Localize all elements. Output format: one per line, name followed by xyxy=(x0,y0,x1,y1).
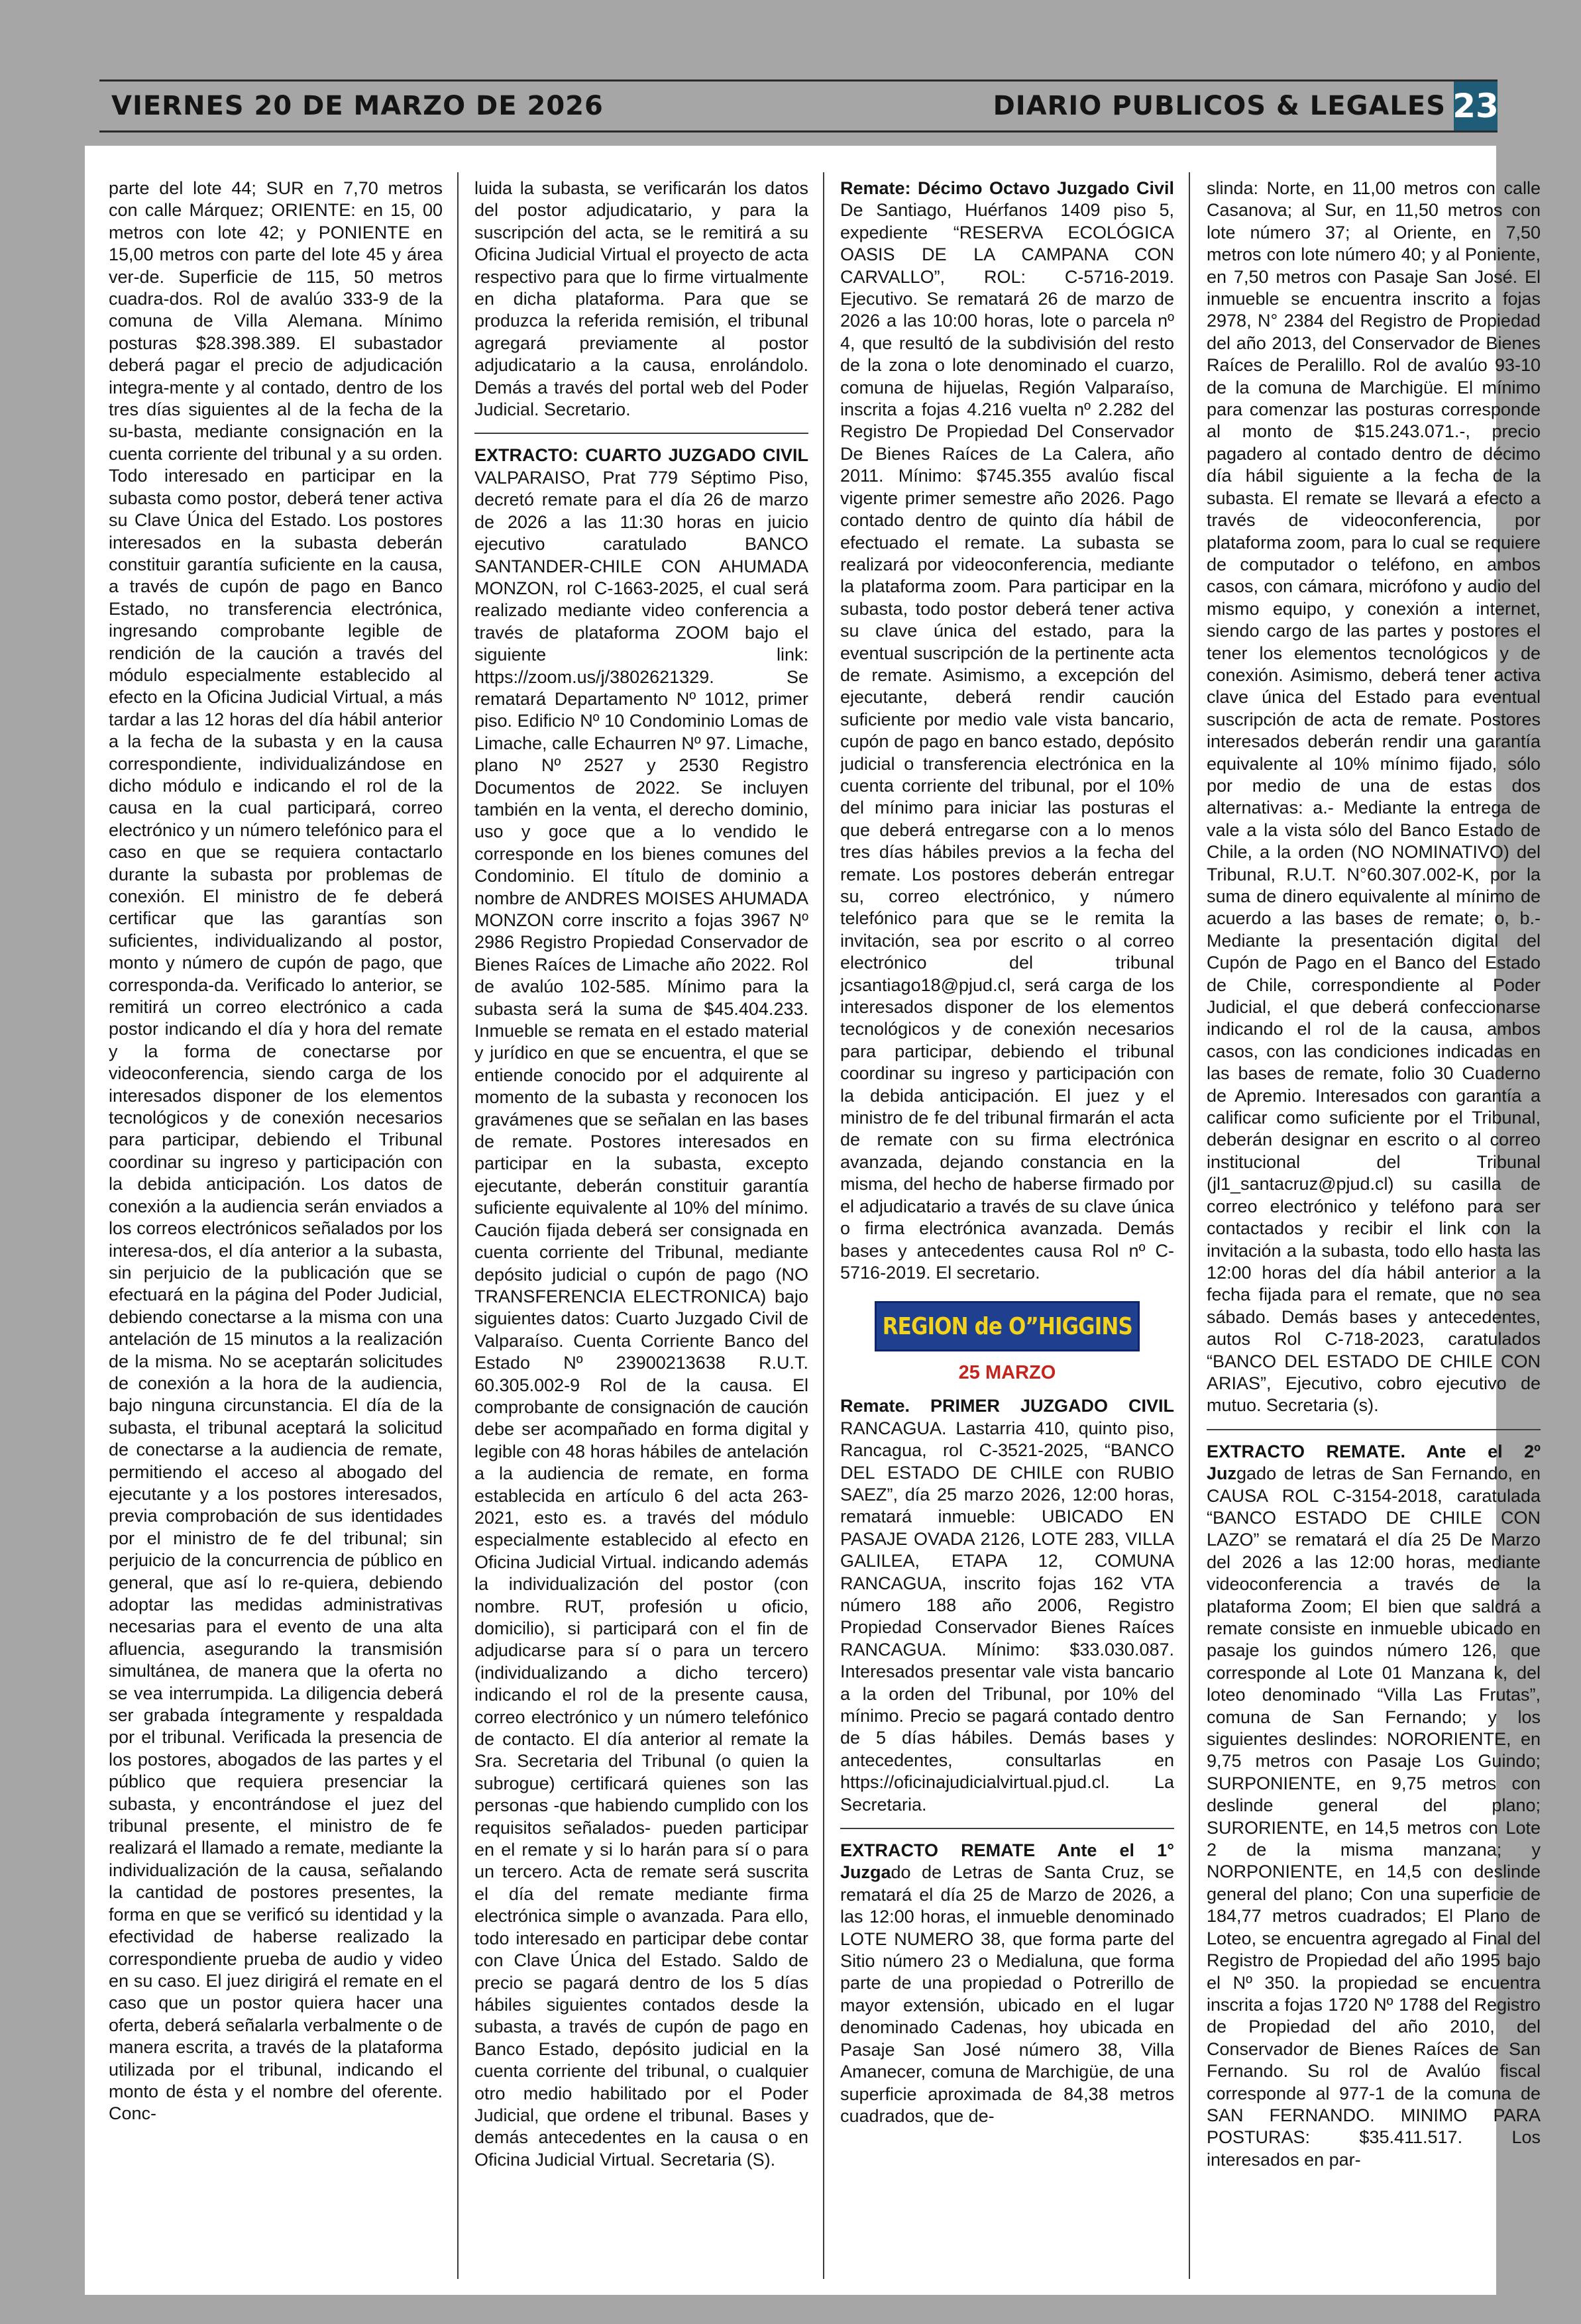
notice-text: De Santiago, Huérfanos 1409 piso 5, expediente “RESERVA ECOLÓGICA OASIS DE LA CAMPANA CON CARVALLO”, ROL: C-5716-2019. Ejecutivo. Se rematará 26 de marzo de 2026 a las 10:00 horas, lote o parcela nº 4, que resultó de la subdivisión del resto de la zona o lote denominado el cuarzo, comuna de hijuelas, Región Valparaíso, inscrita a fojas 4.216 vuelta nº 2.282 del Registro De Propiedad Del Conservador De Bienes Raíces de La Calera, año 2011. Mínimo: $745.355 avalúo fiscal vigente primer semestre año 2026. Pago contado dentro de quinto día hábil de efectuado el remate. La subasta se realizará por videoconferencia, mediante la plataforma zoom. Para participar en la subasta, todo postor deberá tener activa su clave única del estado, para la eventual suscripción de la pertinente acta de remate. Asimismo, a excepción del ejecutante, deberá rendir caución suficiente por medio vale vista bancario, cupón de pago en banco estado, depósito judicial o transferencia electrónica en la cuenta corriente del tribunal, por el 10% del mínimo para iniciar las posturas el que deberá entregarse con a lo menos tres días hábiles previos a la fecha del remate. Los postores deberán entregar su, correo electrónico, y número telefónico para que se le remita la invitación, sea por escrito o al correo electrónico del tribunal jcsantiago18@pjud.cl, será carga de los interesados disponer de los elementos tecnológicos y de conexión necesarios para participar, debiendo el tribunal coordinar su ingreso y participación con la debida anticipación. El juez y el ministro de fe del tribunal firmarán el acta de remate con su firma electrónica avanzada, dejando constancia en la misma, del hecho de haberse firmado por el adjudicatario a través de su clave única o firma electrónica avanzada. Demás bases y antecedentes causa Rol nº C-5716-2019. El secretario. xyxy=(840,200,1174,1283)
notice-heading: Remate: Décimo Octavo Juzgado Civil xyxy=(840,178,1174,198)
region-title: REGION de O”HIGGINS xyxy=(882,1312,1132,1340)
notice-paragraph xyxy=(840,178,1174,1284)
legal-notice xyxy=(840,178,1174,1284)
column-2 xyxy=(474,178,808,2278)
region-banner xyxy=(875,1301,1140,1351)
page-header xyxy=(99,79,1498,132)
page-sheet xyxy=(85,146,1541,2295)
notice-text: gado de letras de San Fernando, en CAUSA ROL C-3154-2018, caratulada “BANCO ESTADO DE CHILE CON LAZO” se rematará el día 25 De Marzo del 2026 a las 12:00 horas, mediante videoconferencia a través de la plataforma Zoom; El bien que saldrá a remate consiste en inmueble ubicado en pasaje los guindos número 126, que corresponde al Lote 01 Manzana k, del loteo denominado “Villa Las Frutas”, comuna de San Fernando; y los siguientes deslindes: NORORIENTE, en 9,75 metros con Pasaje Los Guindo; SURPONIENTE, en 9,75 metros con deslinde general del plano; SURORIENTE, en 14,5 metros con Lote 2 de la misma manzana; y NORPONIENTE, en 14,5 con deslinde general del plano; Con una superficie de 184,77 metros cuadrados; El Plano de Loteo, se encuentra agregado al Final del Registro de Propiedad del año 1995 bajo el Nº 350. la propiedad se encuentra inscrita a fojas 1720 Nº 1788 del Registro de Propiedad del año 2010, del Conservador de Bienes Raíces de San Fernando. Su rol de Avalúo fiscal corresponde al 977-1 de la comuna de SAN FERNANDO. MINIMO PARA POSTURAS: $35.411.517. Los interesados en par- xyxy=(1207,1463,1541,2170)
notice-heading: Remate. PRIMER JUZGADO CIVIL xyxy=(840,1396,1174,1416)
column-divider xyxy=(823,172,824,2279)
notice-paragraph xyxy=(1207,1441,1541,2171)
notice-heading: EXTRACTO: CUARTO JUZGADO CIVIL xyxy=(474,445,808,466)
legal-notice xyxy=(1207,178,1541,1417)
notice-text: parte del lote 44; SUR en 7,70 metros con calle Márquez; ORIENTE: en 15, 00 metros con lote 42; y PONIENTE en 15,00 metros con parte del lote 45 y área ver-de. Superficie de 115, 50 metros cuadra-dos. Rol de avalúo 333-9 de la comuna de Villa Alemana. Mínimo posturas $28.398.389. El subastador deberá pagar el precio de adjudicación integra-mente y al contado, dentro de los tres días siguientes al de la fecha de la su-basta, mediante consignación en la cuenta corriente del tribunal y a su orden. Todo interesado en participar en la subasta como postor, deberá tener activa su Clave Única del Estado. Los postores interesados en la subasta deberán constituir garantía suficiente en la causa, a través de cupón de pago en Banco Estado, no transferencia electrónica, ingresando comprobante legible de rendición de la caución a través del módulo especialmente establecido al efecto en la Oficina Judicial Virtual, a más tardar a las 12 horas del día hábil anterior a la fecha de la subasta y en la causa correspondiente, individualizándose en dicho módulo e indicando el rol de la causa en la cual participará, correo electrónico y un número telefónico para el caso en que se requiera contactarlo durante la subasta por problemas de conexión. El ministro de fe deberá certificar que las garantías son suficientes, individualizando al postor, monto y número de cupón de pago, que corresponda-da. Verificado lo anterior, se remitirá un correo electrónico a cada postor indicando el día y hora del remate y la forma de conectarse por videoconferencia, siendo carga de los interesados disponer de los elementos tecnológicos y de conexión necesarios para participar, debiendo el Tribunal coordinar su ingreso y participación con la debida anticipación. Los datos de conexión a la audiencia serán enviados a los correos electrónicos señalados por los interesa-dos, el día anterior a la subasta, sin perjuicio de la publicación que se efectuará en la página del Poder Judicial, debiendo conectarse a la misma con una antelación de 15 minutos a la realización de la misma. No se aceptarán solicitudes de conexión a la hora de la audiencia, bajo ninguna circunstancia. El día de la subasta, el tribunal aceptará la solicitud de conectarse a la audiencia de remate, permitiendo el acceso al abogado del ejecutante y a los postores interesados, previa comprobación de sus identidades por el ministro de fe del tribunal; sin perjuicio de la concurrencia de público en general, que así lo re-quiera, debiendo adoptar las medidas administrativas necesarias para el evento de una alta afluencia, asegurando la transmisión simultánea, de manera que la oferta no se vea interrumpida. La diligencia deberá ser grabada íntegramente y respaldada por el tribunal. Verificada la presencia de los postores, abogados de las partes y el público que requiera presenciar la subasta, y encontrándose el juez del tribunal presente, el ministro de fe realizará el llamado a remate, mediante la individualización de la causa, señalando la cantidad de postores presentes, la forma en que se verificó su identidad y la efectividad de haberse realizado la correspondiente prueba de audio y video en su caso. El juez dirigirá el remate en el caso que un postor quiera hacer una oferta, deberá señalarla verbalmente o de manera escrita, a través de la plataforma utilizada por el tribunal, indicando el monto de ésta y el nombre del oferente. Conc- xyxy=(109,178,443,2124)
notice-separator xyxy=(840,1828,1174,1829)
column-divider xyxy=(457,172,459,2279)
notice-text: VALPARAISO, Prat 779 Séptimo Piso, decretó remate para el día 26 de marzo de 2026 a las 11:30 horas en juicio ejecutivo caratulado BANCO SANTANDER-CHILE CON AHUMADA MONZON, rol C-1663-2025, el cual será realizado mediante video conferencia a través de plataforma ZOOM bajo el siguiente link: https://zoom.us/j/3802621329. Se rematará Departamento Nº 1012, primer piso. Edificio Nº 10 Condominio Lomas de Limache, calle Echaurren Nº 97. Limache, plano Nº 2527 y 2530 Registro Documentos de 2022. Se incluyen también en la venta, el derecho dominio, uso y goce que a lo vendido le corresponde en los bienes comunes del Condominio. El título de dominio a nombre de ANDRES MOISES AHUMADA MONZON corre inscrito a fojas 3967 Nº 2986 Registro Propiedad Conservador de Bienes Raíces de Limache año 2022. Rol de avalúo 102-585. Mínimo para la subasta será la suma de $45.404.233. Inmueble se remata en el estado material y jurídico en que se encuentra, el que se entiende conocido por el adquirente al momento de la subasta y reconocen los gravámenes que se señalan en las bases de remate. Postores interesados en participar en la subasta, excepto ejecutante, deberán constituir garantía suficiente equivalente al 10% del mínimo. Caución fijada deberá ser consignada en cuenta corriente del Tribunal, mediante depósito judicial o cupón de pago (NO TRANSFERENCIA ELECTRONICA) bajo siguientes datos: Cuarto Juzgado Civil de Valparaíso. Cuenta Corriente Banco del Estado Nº 23900213638 R.U.T. 60.305.002-9 Rol de la causa. El comprobante de consignación de caución debe ser acompañado en forma digital y legible con 48 horas hábiles de antelación a la audiencia de remate, en forma establecida en artículo 6 del acta 263-2021, esto es. a través del módulo especialmente establecido al efecto en Oficina Judicial Virtual. indicando además la individualización del postor (con nombre. RUT, profesión u oficio, domicilio), si participará con el fin de adjudicarse para sí o para un tercero (individualizando a dicho tercero) indicando el rol de la presente causa, correo electrónico y un número telefónico de contacto. El día anterior al remate la Sra. Secretaria del Tribunal (o quien la subrogue) certificará quienes son las personas -que habiendo cumplido con los requisitos señalados- pueden participar en el remate y si lo harán para sí o para un tercero. Acta de remate será suscrita el día del remate mediante firma electrónica simple o avanzada. Para ello, todo interesado en participar debe contar con Clave Única del Estado. Saldo de precio se pagará dentro de los 5 días hábiles siguientes contados desde la subasta, a través de cupón de pago en Banco Estado, depósito judicial en la cuenta corriente del tribunal, o cualquier otro medio habilitado por el Poder Judicial, que ordene el tribunal. Bases y demás antecedentes en la causa o en Oficina Judicial Virtual. Secretaria (S). xyxy=(474,467,808,2170)
legal-notice xyxy=(1207,1441,1541,2171)
newspaper-name: DIARIO PUBLICOS & LEGALES xyxy=(993,91,1446,121)
legal-notice xyxy=(474,178,808,421)
legal-notice xyxy=(840,1840,1174,2127)
notice-separator xyxy=(1207,1429,1541,1430)
column-1 xyxy=(109,178,443,2278)
column-4 xyxy=(1207,178,1541,2278)
notice-text: RANCAGUA. Lastarria 410, quinto piso, Rancagua, rol C-3521-2025, “BANCO DEL ESTADO DE CHILE con RUBIO SAEZ”, día 25 marzo 2026, 12:00 horas, rematará inmueble: UBICADO EN PASAJE OVADA 2126, LOTE 283, VILLA GALILEA, ETAPA 12, COMUNA RANCAGUA, inscrito fojas 162 VTA número 188 año 2006, Registro Propiedad Conservador Bienes Raíces RANCAGUA. Mínimo: $33.030.087. Interesados presentar vale vista bancario a la orden del Tribunal, por 10% del mínimo. Precio se pagará contado dentro de 5 días hábiles. Demás bases y antecedentes, consultarlas en https://oficinajudicialvirtual.pjud.cl. La Secretaria. xyxy=(840,1418,1174,1815)
header-right xyxy=(993,81,1498,131)
column-divider xyxy=(1189,172,1190,2279)
notice-text: do de Letras de Santa Cruz, se rematará el día 25 de Marzo de 2026, a las 12:00 horas, el inmueble denominado LOTE NUMERO 38, que forma parte del Sitio número 23 o Medialuna, que forma parte de una propiedad o Potrerillo de mayor extensión, ubicado en el lugar denominado Cadenas, hoy ubicada en Pasaje San José número 38, Villa Amanecer, comuna de Marchigüe, de una superficie aproximada de 84,38 metros cuadrados, que de- xyxy=(840,1862,1174,2126)
notice-heading: EXTRACTO REMATE Ante el 1° Juzga xyxy=(840,1840,1174,1883)
page-number: 23 xyxy=(1454,81,1498,131)
legal-notice xyxy=(109,178,443,2125)
column-3 xyxy=(840,178,1174,2278)
notice-paragraph xyxy=(840,1395,1174,1816)
notice-text: luida la subasta, se verificarán los datos del postor adjudicatario, y para la suscripción del acta, se le remitirá a su Oficina Judicial Virtual el proyecto de acta respectivo para que lo firme virtualmente en dicha plataforma. Para que se produzca la referida remisión, el tribunal agregará previamente al postor adjudicatario a la causa, enrolándolo. Demás a través del portal web del Poder Judicial. Secretario. xyxy=(474,178,808,420)
notice-separator xyxy=(474,433,808,434)
section-date: 25 MARZO xyxy=(958,1362,1056,1384)
notice-text: slinda: Norte, en 11,00 metros con calle Casanova; al Sur, en 11,50 metros con lote número 37; al Oriente, en 7,50 metros con lote número 40; y al Poniente, en 7,50 metros con Pasaje San José. El inmueble se encuentra inscrito a fojas 2978, N° 2384 del Registro de Propiedad del año 2013, del Conservador de Bienes Raíces de Peralillo. Rol de avalúo 93-10 de la comuna de Marchigüe. El mínimo para comenzar las posturas corresponde al monto de $15.243.071.-, precio pagadero al contado dentro de décimo día hábil siguiente a la fecha de la subasta. El remate se llevará a efecto a través de videoconferencia, por plataforma zoom, para lo cual se requiere de computador o teléfono, en ambos casos, con cámara, micrófono y audio del mismo equipo, y conexión a internet, siendo cargo de las partes y postores el tener los elementos tecnológicos y de conexión. Asimismo, deberá tener activa clave única del Estado para eventual suscripción de acta de remate. Postores interesados deberán rendir una garantía equivalente al 10% mínimo fijado, sólo por medio de una de estas dos alternativas: a.- Mediante la entrega de vale a la vista sólo del Banco Estado de Chile, a la orden (NO NOMINATIVO) del Tribunal, R.U.T. N°60.307.002-K, por la suma de dinero equivalente al mínimo de acuerdo a las bases de remate; o, b.- Mediante la presentación digital del Cupón de Pago en el Banco del Estado de Chile, correspondiente al Poder Judicial, el que deberá confeccionarse indicando el rol de la causa, ambos casos, con las condiciones indicadas en las bases de remate, folio 30 Cuaderno de Apremio. Interesados con garantía a calificar como suficiente por el Tribunal, deberán designar en escrito o al correo institucional del Tribunal (jl1_santacruz@pjud.cl) su casilla de correo electrónico y teléfono para ser contactados y recibir el link con la invitación a la subasta, todo ello hasta las 12:00 horas del día hábil anterior a la fecha fijada para el remate, que no sea sábado. Demás bases y antecedentes, autos Rol C-718-2023, caratulados “BANCO DEL ESTADO DE CHILE CON ARIAS”, Ejecutivo, cobro ejecutivo de mutuo. Secretaria (s). xyxy=(1207,178,1541,1416)
legal-notice xyxy=(474,445,808,2171)
issue-date: VIERNES 20 DE MARZO DE 2026 xyxy=(111,91,604,121)
notice-heading: EXTRACTO REMATE. Ante el 2º Juz xyxy=(1207,1441,1541,1484)
legal-notice xyxy=(840,1395,1174,1816)
notice-paragraph xyxy=(840,1840,1174,2127)
notice-paragraph xyxy=(474,445,808,2171)
